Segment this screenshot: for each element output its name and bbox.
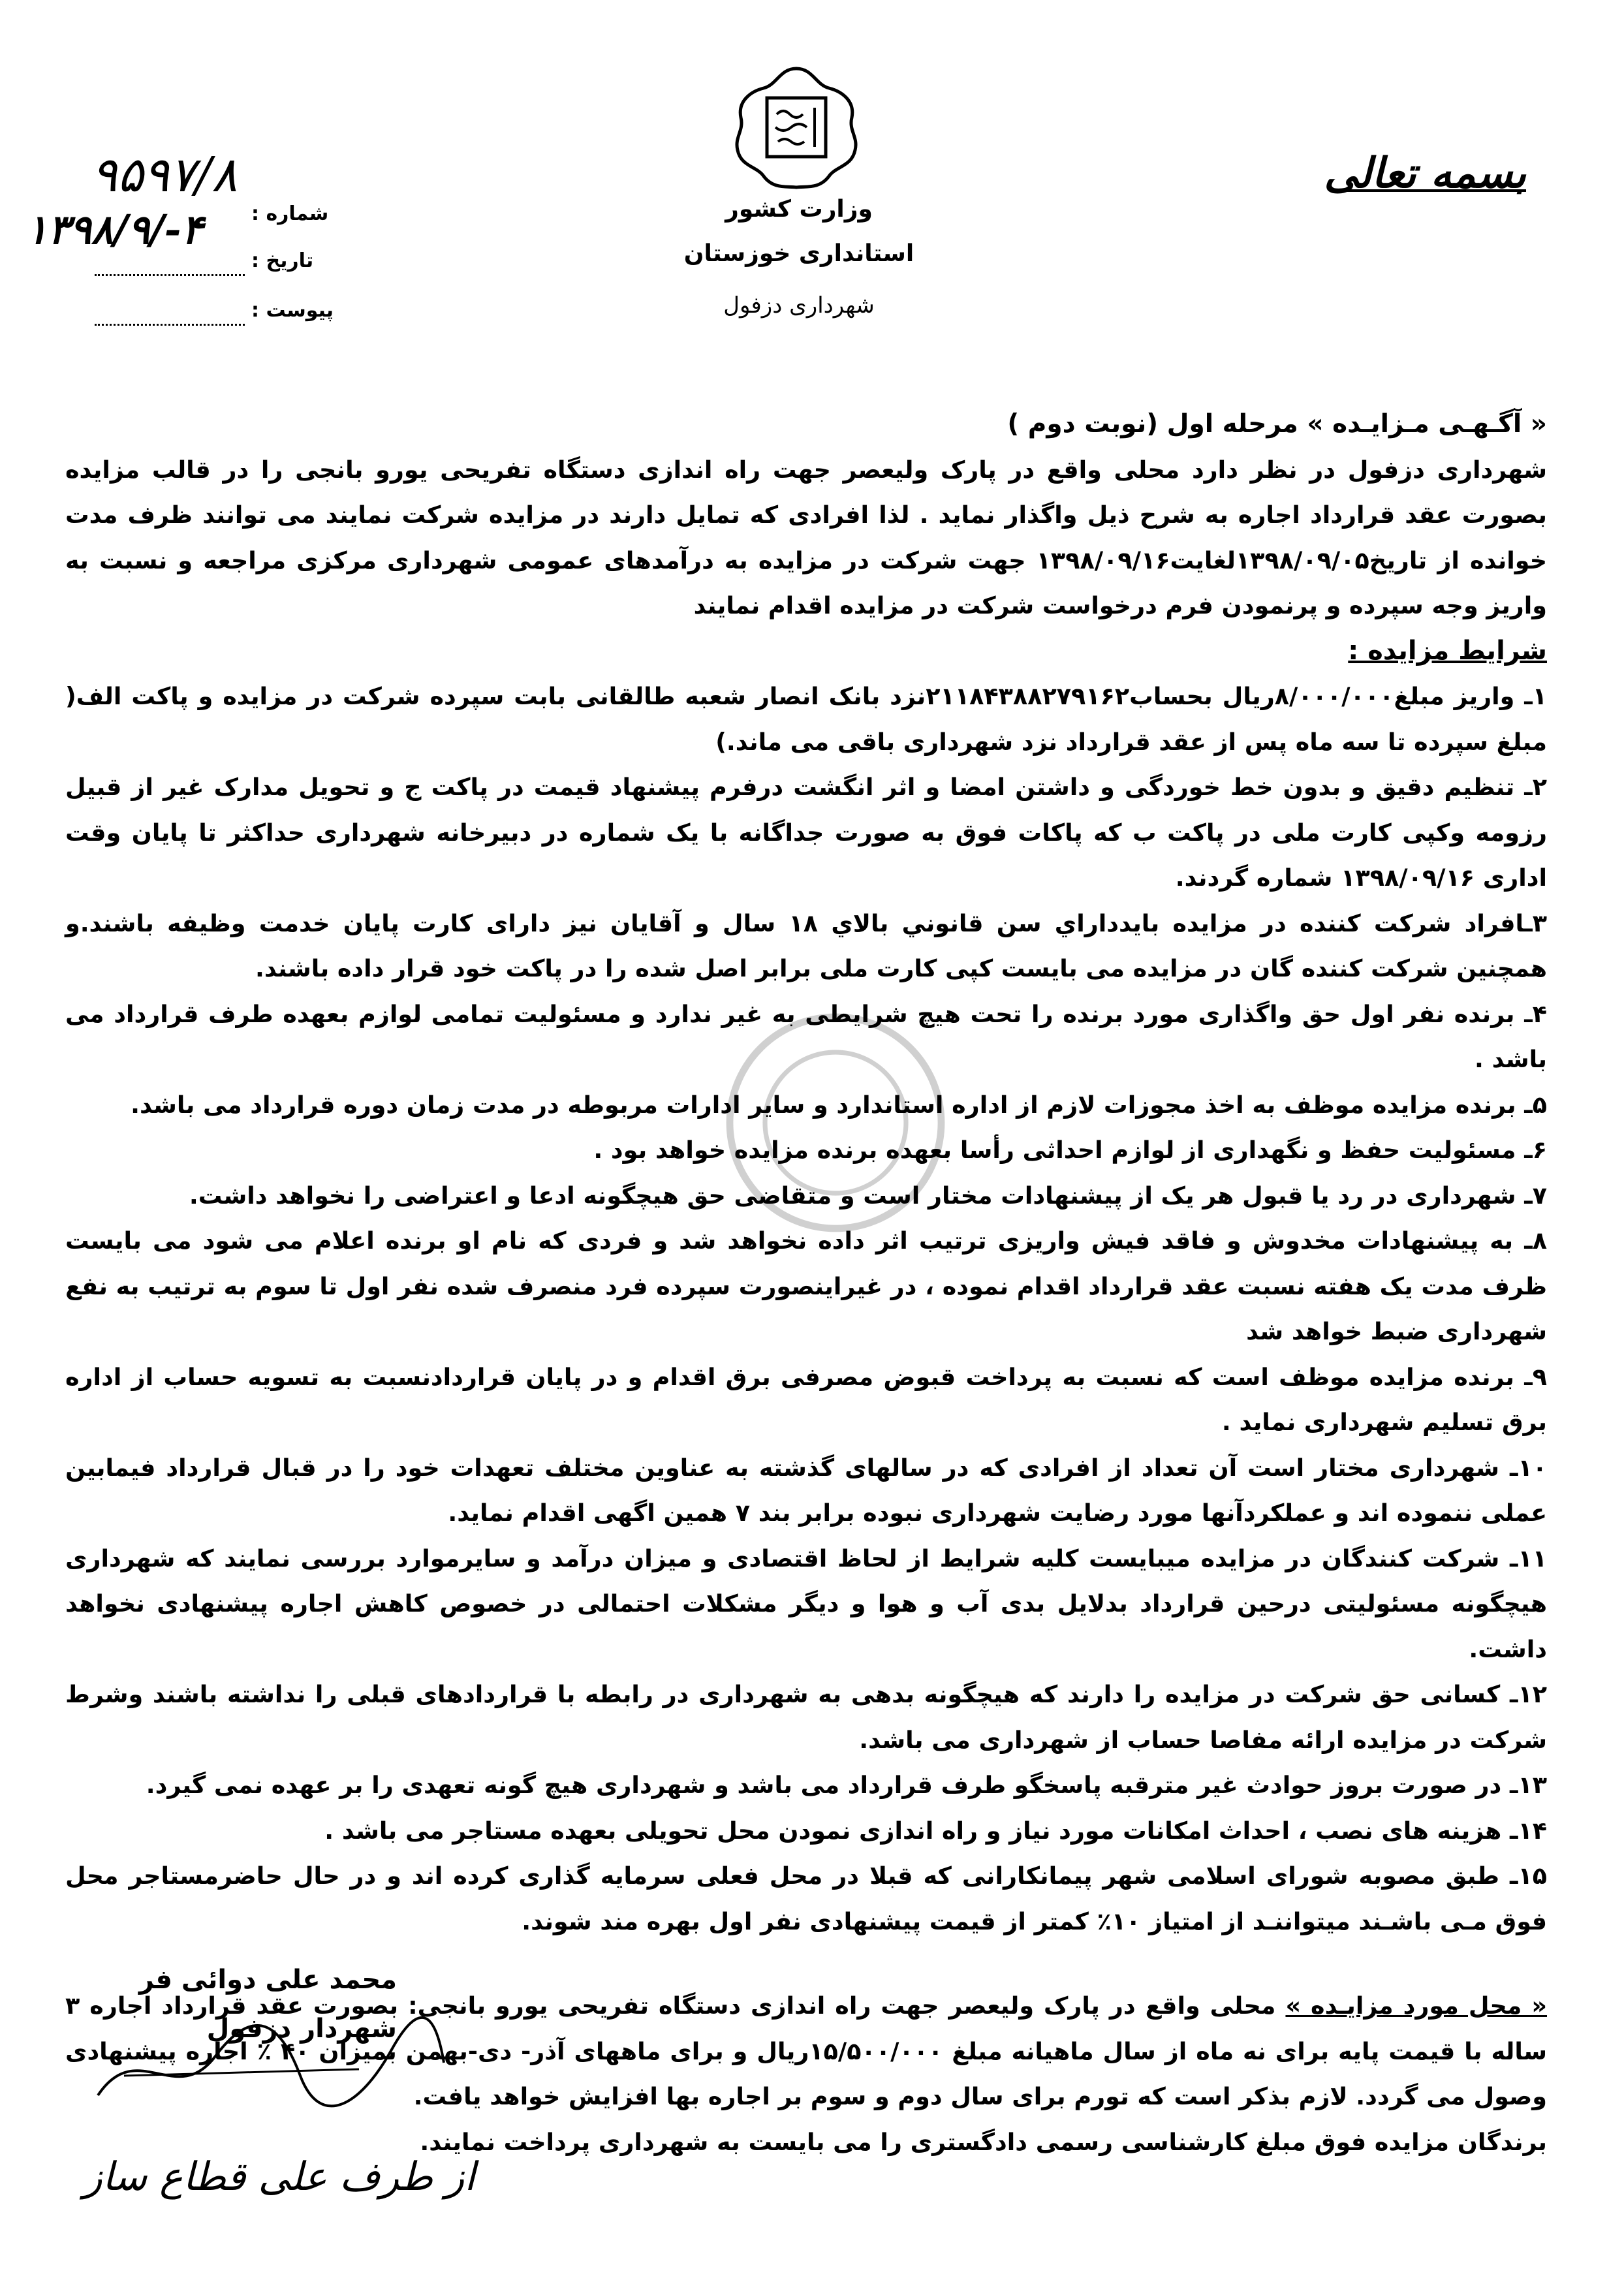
signature-scribble-icon xyxy=(85,1997,450,2128)
basmala-underline xyxy=(1330,189,1526,192)
closing-paragraph: برندگان مزایده فوق مبلغ کارشناسی رسمی دادگستری را می بایست به شهرداری پرداخت نمایند. xyxy=(420,2127,1547,2156)
number-label: شماره : xyxy=(251,202,329,225)
condition-item-9: ۹ـ برنده مزایده موظف است که نسبت به پرداخت قبوض مصرفی برق اقدام و در پایان قراردادنسبت به تسویه حساب از اداره برق تسلیم شهرداری نماید . xyxy=(65,1362,1547,1436)
handwritten-on-behalf-note: از طرف علی قطاع ساز xyxy=(83,2154,475,2200)
condition-item-4: ۴ـ برنده نفر اول حق واگذاری مورد برنده را تحت هیچ شرایطی به غیر ندارد و مسئولیت تمامی لوازم بعهده طرف قرارداد می باشد . xyxy=(65,999,1547,1073)
municipality-name: شهرداری دزفول xyxy=(723,292,875,319)
condition-item-11: ۱۱ـ شرکت کنندگان در مزایده میبایست کلیه شرایط از لحاظ اقتصادی و میزان درآمد و سایرموارد بررسی نمایند که شهرداری هیچگونه مسئولیتی درحین قرارداد بدلایل بدی آب و هوا و دیگر مشکلات احتمالی در خصوص کاهش اجاره پیشنهادی نخواهد داشت. xyxy=(65,1544,1547,1663)
signatory-title: شهردار دزفول xyxy=(206,2014,397,2044)
condition-item-3: ۳ـافراد شرکت کننده در مزایده بایدداراي سن قانوني بالاي ۱۸ سال و آقایان نيز دارای کارت پایان خدمت وظيفه باشند.و همچنین شرکت کننده گان در مزایده می بایست کپی کارت ملی برابر اصل شده را در پاکت خود قرار داده باشند. xyxy=(65,909,1547,982)
date-label: تاریخ : xyxy=(251,249,314,272)
condition-item-7: ۷ـ شهرداری در رد یا قبول هر یک از پیشنهادات مختار است و متقاضی حق هیچگونه ادعا و اعتراضی را نخواهد داشت. xyxy=(189,1181,1547,1210)
governorate-name: استانداری خوزستان xyxy=(683,240,914,267)
basmala: بسمه تعالی xyxy=(1324,149,1526,198)
condition-item-12: ۱۲ـ کسانی حق شرکت در مزایده را دارند که هیچگونه بدهی به شهرداری در رابطه با قراردادهای قبلی را نداشته باشند وشرط شرکت در مزایده ارائه مفاصا حساب از شهرداری می باشد. xyxy=(65,1680,1547,1754)
signatory-name: محمد علی دوائی فر xyxy=(138,1965,397,1995)
condition-item-14: ۱۴ـ هزینه های نصب ، احداث امکانات مورد نیاز و راه اندازی نمودن محل تحویلی بعهده مستاجر می باشد . xyxy=(324,1816,1547,1845)
municipality-logo-icon xyxy=(731,62,862,193)
condition-item-15: ۱۵ـ طبق مصوبه شورای اسلامی شهر پیمانکارانی که قبلا در محل فعلی سرمایه گذاری کرده اند و در حال حاضرمستاجر محل فوق مـی باشـند میتواننـد از امتیاز ۱۰٪ کمتر از قیمت پیشنهادی نفر اول بهره مند شوند. xyxy=(65,1862,1547,1935)
condition-item-10: ۱۰ـ شهرداری مختار است آن تعداد از افرادی که در سالهای گذشته به عناوین مختلف تعهدات خود را در قبال قرارداد فیمابین عملی ننموده اند و عملکردآنها مورد رضایت شهرداری نبوده برابر بند ۷ همین اگهی اقدام نماید. xyxy=(65,1453,1547,1527)
conditions-heading: شرایط مزایده : xyxy=(1348,635,1547,666)
attachment-label: پیوست : xyxy=(251,299,334,322)
attachment-dotted-line xyxy=(95,324,245,326)
handwritten-number: ۹۵۹۷/۸ xyxy=(91,147,238,203)
handwritten-date: ۱۳۹۸/۹/-۴ xyxy=(26,206,203,253)
condition-item-6: ۶ـ مسئولیت حفظ و نگهداری از لوازم احداثی رأسا بعهده برنده مزایده خواهد بود . xyxy=(593,1136,1547,1164)
notice-body xyxy=(65,401,1547,2165)
condition-item-13: ۱۳ـ در صورت بروز حوادث غیر مترقبه پاسخگو طرف قرارداد می باشد و شهرداری هیچ گونه تعهدی را بر عهده نمی گیرد. xyxy=(146,1771,1547,1799)
notice-intro: شهرداری دزفول در نظر دارد محلی واقع در پارک ولیعصر جهت راه اندازی دستگاه تفریحی یورو بانجی را در قالب مزایده بصورت عقد قرارداد اجاره به شرح ذیل واگذار نماید . لذا افرادی که تمایل دارند در مزایده شرکت نمایند می توانند ظرف مدت خوانده از تاریخ۱۳۹۸/۰۹/۰۵لغایت۱۳۹۸/۰۹/۱۶ جهت شرکت در مزایده به درآمدهای عمومی شهرداری مرکزی مراجعه و نسبت به واریز وجه سپرده و پرنمودن فرم درخواست شرکت در مزایده اقدام نمایند xyxy=(65,455,1547,619)
ministry-name: وزارت کشور xyxy=(725,196,873,223)
subject-label: « محل مورد مزایـده » xyxy=(1285,1992,1548,2020)
condition-item-8: ۸ـ به پیشنهادات مخدوش و فاقد فیش واریزی ترتیب اثر داده نخواهد شد و فردی که نام او برنده اعلام می شود می بایست ظرف مدت یک هفته نسبت عقد قرارداد اقدام نموده ، در غیراینصورت سپرده فرد منصرف شده نفر اول تا سوم به ترتیب به نفع شهرداری ضبط خواهد شد xyxy=(65,1227,1547,1345)
condition-item-1: ۱ـ واریز مبلغ۸/۰۰۰/۰۰۰ریال بحساب۲۱۱۸۴۳۸۸۲۷۹۱۶۲نزد بانک انصار شعبه طالقانی بابت سپرده شرکت در مزایده و پاکت الف( مبلغ سپرده تا سه ماه پس از عقد قرارداد نزد شهرداری باقی می ماند.) xyxy=(65,682,1548,756)
condition-item-5: ۵ـ برنده مزایده موظف به اخذ مجوزات لازم از اداره استاندارد و سایر ادارات مربوطه در مدت زمان دوره قرارداد می باشد. xyxy=(131,1090,1547,1119)
date-dotted-line xyxy=(95,274,245,276)
subject-text: محلی واقع در پارک ولیعصر جهت راه اندازی دستگاه تفریحی یورو بانجی: بصورت عقد قرارداد اجاره ۳ ساله با قیمت پایه برای نه ماه از سال ماهیانه مبلغ ۱۵/۵۰۰/۰۰۰ریال و برای ماههای آذر- دی-بهمن بمیزان ۴۰ ٪ اجاره پیشنهادی وصول می گردد. لازم بذکر است که تورم برای سال دوم و سوم بر اجاره بها افزایش خواهد یافت. xyxy=(65,1992,1547,2110)
condition-item-2: ۲ـ تنظیم دقیق و بدون خط خوردگی و داشتن امضا و اثر انگشت درفرم پیشنهاد قیمت در پاکت ج و تحویل مدارک غیر از قبیل رزومه وکپی کارت ملی در پاکت ب که پاکات فوق به صورت جداگانه با یک شماره در دبیرخانه شهرداری حداکثر تا پایان وقت اداری ۱۳۹۸/۰۹/۱۶ شماره گردند. xyxy=(65,773,1547,892)
notice-title: « آگـهـی مـزایـده » مرحله اول (نوبت دوم ) xyxy=(1007,409,1547,439)
